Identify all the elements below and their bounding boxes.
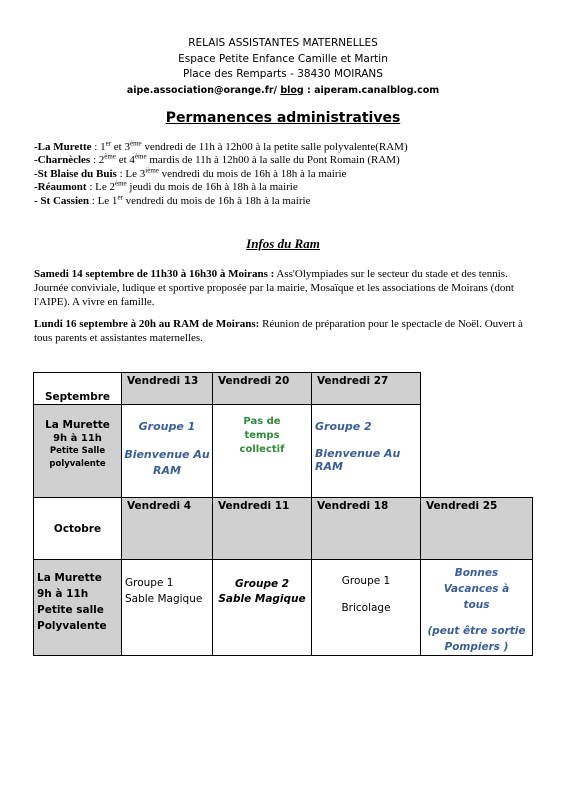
table-row xyxy=(34,560,533,656)
location-line: Petite Salle xyxy=(49,446,106,456)
permanence-text: : Le 2ème jeudi du mois de 16h à 18h à la mairie xyxy=(86,179,298,194)
location-line: Polyvalente xyxy=(37,620,107,632)
activity-group: Groupe 1 xyxy=(341,575,391,587)
activity-title: Bricolage xyxy=(341,602,391,614)
day-header: Vendredi 13 xyxy=(122,373,213,405)
activity-cell xyxy=(312,405,421,498)
permanence-name: -La Murette xyxy=(34,141,92,153)
activity-cell xyxy=(421,560,533,656)
activity-title: Bienvenue Au RAM xyxy=(124,448,210,477)
permanence-name: - St Cassien xyxy=(34,194,90,207)
header-line-1: RELAIS ASSISTANTES MATERNELLES xyxy=(188,37,378,49)
activity-note: (peut être sortie Pompiers ) xyxy=(427,625,526,653)
permanences-list xyxy=(34,141,534,208)
activity-title: Sable Magique xyxy=(125,593,203,605)
schedule-table xyxy=(33,372,533,656)
info-text: Ass'Olympiades sur le secteur du stade et des tennis. Journée conviviale, ludique et sportive proposée par la mairie, Mosaïque et les associations de Moirans (dont l'AIPE). A vivre en famille. xyxy=(34,268,514,309)
day-header: Vendredi 11 xyxy=(213,498,312,560)
permanence-text: : Le 3ième vendredi du mois de 16h à 18h à la mairie xyxy=(116,166,347,180)
email-link[interactable]: aipe.association@orange.fr/ xyxy=(126,84,277,96)
empty-cell xyxy=(421,373,533,498)
info-lead: Lundi 16 septembre à 20h au RAM de Moirans: xyxy=(34,318,260,330)
activity-note: Pas de temps collectif xyxy=(239,416,285,455)
location-cell xyxy=(34,405,122,498)
location-line: La Murette xyxy=(37,572,102,584)
table-row xyxy=(34,373,533,405)
blog-label[interactable]: blog xyxy=(280,84,304,96)
permanence-text: : 2ème et 4ème mardis de 11h à 12h00 à la salle du Pont Romain (RAM) xyxy=(90,152,400,167)
permanence-item xyxy=(34,181,534,194)
permanence-item xyxy=(34,168,534,181)
activity-cell xyxy=(122,560,213,656)
activity-title: Sable Magique xyxy=(218,593,306,605)
activity-group: Groupe 2 xyxy=(315,420,372,433)
location-line: polyvalente xyxy=(49,459,106,469)
permanence-item xyxy=(34,154,534,167)
day-header: Vendredi 18 xyxy=(312,498,421,560)
info-paragraph-2 xyxy=(34,317,534,345)
activity-group: Groupe 1 xyxy=(138,420,196,433)
day-header: Vendredi 27 xyxy=(312,373,421,405)
table-row xyxy=(34,498,533,560)
location-line: La Murette xyxy=(45,419,110,431)
header xyxy=(0,36,566,98)
activity-group: Groupe 2 xyxy=(234,578,290,590)
permanence-name: -Charnècles xyxy=(34,154,91,167)
info-lead: Samedi 14 septembre de 11h30 à 16h30 à Moirans : xyxy=(34,268,275,280)
permanence-item xyxy=(34,192,534,208)
location-line: Petite salle xyxy=(37,604,104,616)
page-title: Permanences administratives xyxy=(165,110,401,126)
permanence-text: : Le 1er vendredi du mois de 16h à 18h à la mairie xyxy=(89,192,311,207)
permanence-name: -St Blaise du Buis xyxy=(34,167,117,180)
blog-url[interactable]: : aiperam.canalblog.com xyxy=(307,84,440,96)
info-text: Réunion de préparation pour le spectacle de Noël. Ouvert à tous parents et assistantes maternelles. xyxy=(34,318,523,345)
activity-cell xyxy=(312,560,421,656)
day-header: Vendredi 4 xyxy=(122,498,213,560)
month-label-october: Octobre xyxy=(34,498,122,560)
location-line: 9h à 11h xyxy=(53,433,102,444)
contact-line xyxy=(0,83,566,99)
permanence-text: : 1er et 3ème vendredi de 11h à 12h00 à la petite salle polyvalente(RAM) xyxy=(91,139,408,153)
activity-cell xyxy=(213,405,312,498)
location-cell xyxy=(34,560,122,656)
day-header: Vendredi 20 xyxy=(213,373,312,405)
permanence-name: -Réaumont xyxy=(34,181,87,194)
day-header: Vendredi 25 xyxy=(421,498,533,560)
header-line-2: Espace Petite Enfance Camille et Martin xyxy=(178,52,388,65)
header-line-3: Place des Remparts - 38430 MOIRANS xyxy=(183,68,383,80)
activity-cell xyxy=(122,405,213,498)
activity-group: Groupe 1 xyxy=(125,577,174,589)
month-label-september: Septembre xyxy=(34,373,122,405)
infos-title: Infos du Ram xyxy=(246,236,320,251)
location-line: 9h à 11h xyxy=(37,588,89,600)
activity-title: Bienvenue Au RAM xyxy=(315,447,401,473)
activity-cell xyxy=(213,560,312,656)
info-paragraph-1 xyxy=(34,267,534,310)
activity-note: Bonnes Vacances à tous xyxy=(443,567,510,611)
